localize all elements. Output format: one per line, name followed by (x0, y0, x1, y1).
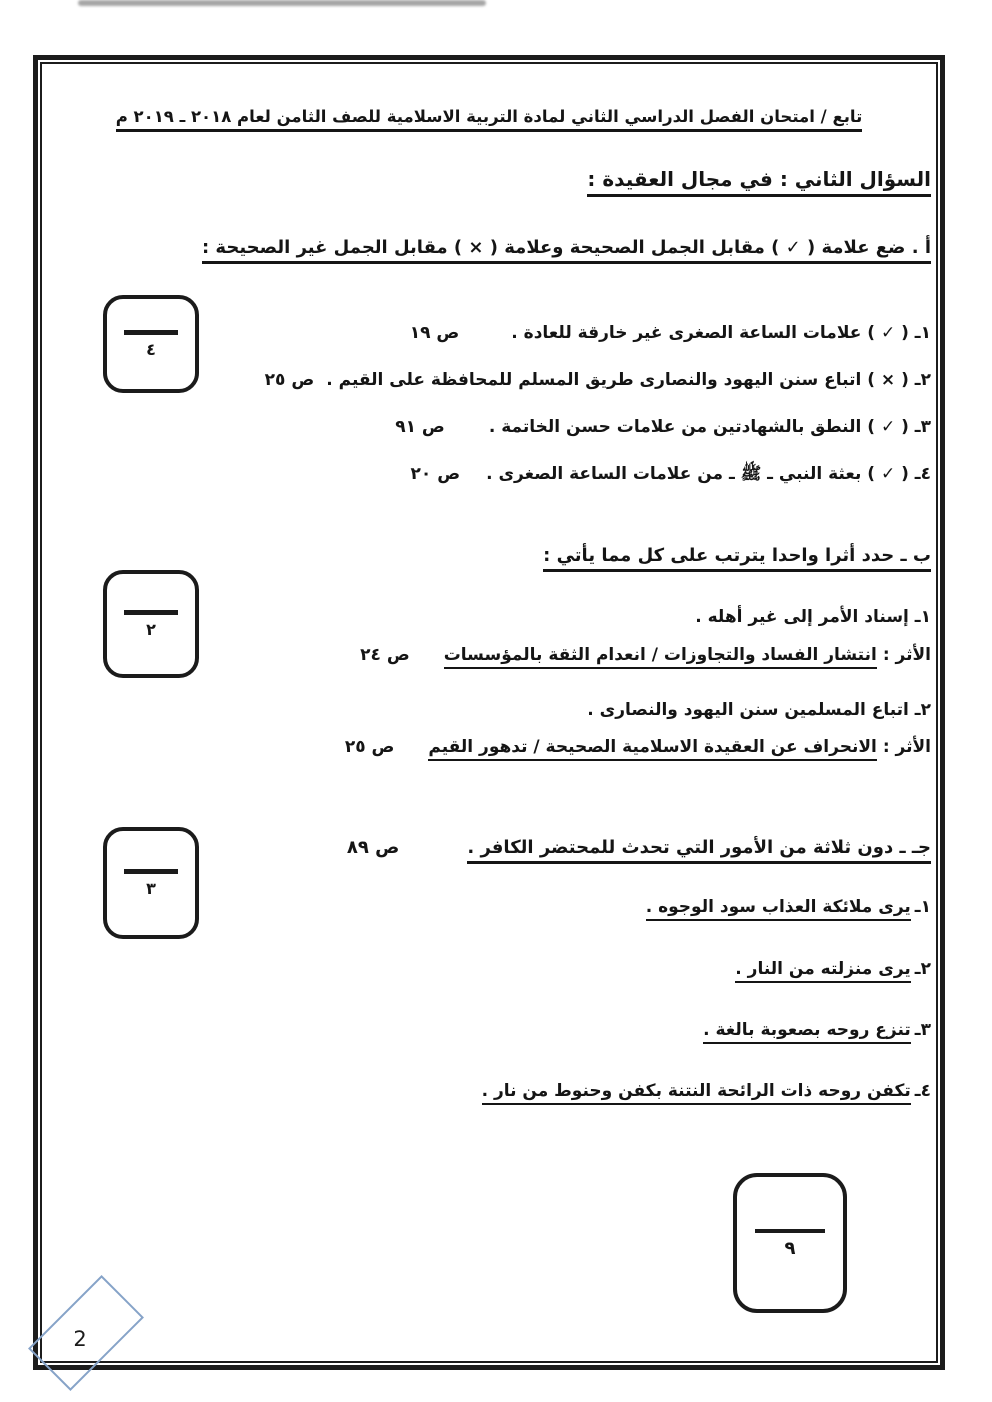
part-c-answer-3 (47, 1020, 931, 1044)
part-a-item-1-page-ref: ص ١٩ (409, 323, 460, 343)
part-a-item-3-text: ٣ـ ( ✓ ) النطق بالشهادتين من علامات حسن الخاتمة . (488, 417, 931, 437)
part-b-answer-2-text: الانحراف عن العقيدة الاسلامية الصحيحة / تدهور القيم (428, 737, 876, 761)
score-value-part-c: ٣ (146, 879, 156, 898)
part-a-heading-text: أ . ضع علامة ( ✓ ) مقابل الجمل الصحيحة وعلامة ( × ) مقابل الجمل غير الصحيحة : (202, 237, 931, 264)
part-c-answer-1-text: يرى ملائكة العذاب سود الوجوه . (646, 897, 911, 921)
part-a-item-2-text: ٢ـ ( × ) اتباع سنن اليهود والنصارى طريق المسلم للمحافظة على القيم . (326, 370, 931, 390)
page-number: 2 (73, 1327, 87, 1351)
part-a-item-3 (47, 417, 931, 437)
part-a-item-4-text: ٤ـ ( ✓ ) بعثة النبي ـ ﷺ ـ من علامات الساعة الصغرى . (486, 464, 931, 484)
part-c-answer-2 (47, 959, 931, 983)
part-b-answer-1-page-ref: ص ٢٤ (360, 645, 410, 665)
part-b-question-2 (47, 700, 931, 720)
part-c-answer-4-text: تكفن روحه ذات الرائحة النتنة بكفن وحنوط من نار . (482, 1081, 911, 1105)
part-b-answer-1 (47, 645, 931, 669)
part-a-heading (47, 237, 931, 264)
part-a-item-4 (47, 463, 931, 488)
answer-label: الأثر : (882, 737, 931, 757)
part-c-answer-3-text: تنزع روحه بصعوبة بالغة . (703, 1020, 911, 1044)
part-c-answer-2-text: يرى منزلته من النار . (735, 959, 911, 983)
part-b-answer-2-page-ref: ص ٢٥ (344, 737, 395, 757)
part-b-answer-1-text: انتشار الفساد والتجاوزات / انعدام الثقة بالمؤسسات (444, 645, 877, 669)
part-c-answer-1 (47, 897, 931, 921)
exam-header (47, 107, 931, 132)
part-c-page-ref: ص ٨٩ (346, 837, 400, 858)
score-blank-line (755, 1229, 825, 1233)
exam-header-text: تابع / امتحان الفصل الدراسي الثاني لمادة التربية الاسلامية للصف الثامن لعام ٢٠١٨ ـ ٢٠١٩ م (116, 107, 863, 132)
score-value-part-b: ٢ (146, 620, 156, 639)
score-box-part-c (103, 827, 199, 939)
answer-number: ٣ـ (914, 1020, 931, 1040)
part-c-answer-4 (47, 1081, 931, 1105)
part-c-heading-text: جـ ـ دون ثلاثة من الأمور التي تحدث للمحتضر الكافر . (467, 837, 931, 864)
scan-artifact-strip (78, 0, 486, 6)
part-b-heading (47, 545, 931, 572)
part-b-question-2-text: ٢ـ اتباع المسلمين سنن اليهود والنصارى . (587, 700, 931, 720)
part-b-heading-text: ب ـ حدد أثرا واحدا يترتب على كل مما يأتي : (543, 545, 931, 572)
score-value-part-a: ٤ (146, 340, 156, 359)
part-a-item-3-page-ref: ص ٩١ (395, 417, 445, 437)
answer-number: ٤ـ (914, 1081, 931, 1101)
part-b-question-1-text: ١ـ إسناد الأمر إلى غير أهله . (695, 607, 931, 627)
part-a-item-2 (47, 370, 931, 390)
part-a-item-1 (47, 323, 931, 343)
answer-number: ١ـ (914, 897, 931, 917)
section-title-text: السؤال الثاني : في مجال العقيدة : (587, 167, 931, 197)
part-a-item-4-page-ref: ص ٢٠ (410, 464, 461, 484)
answer-label: الأثر : (882, 645, 931, 665)
answer-number: ٢ـ (914, 959, 931, 979)
score-blank-line (124, 869, 179, 874)
part-b-answer-2 (47, 737, 931, 761)
part-a-item-2-page-ref: ص ٢٥ (264, 370, 315, 390)
part-a-item-1-text: ١ـ ( ✓ ) علامات الساعة الصغرى غير خارقة للعادة . (511, 323, 931, 343)
score-value-total: ٩ (784, 1237, 796, 1259)
section-title (47, 167, 931, 197)
page-content (33, 55, 945, 1370)
part-b-question-1 (47, 607, 931, 627)
score-box-total (733, 1173, 847, 1313)
